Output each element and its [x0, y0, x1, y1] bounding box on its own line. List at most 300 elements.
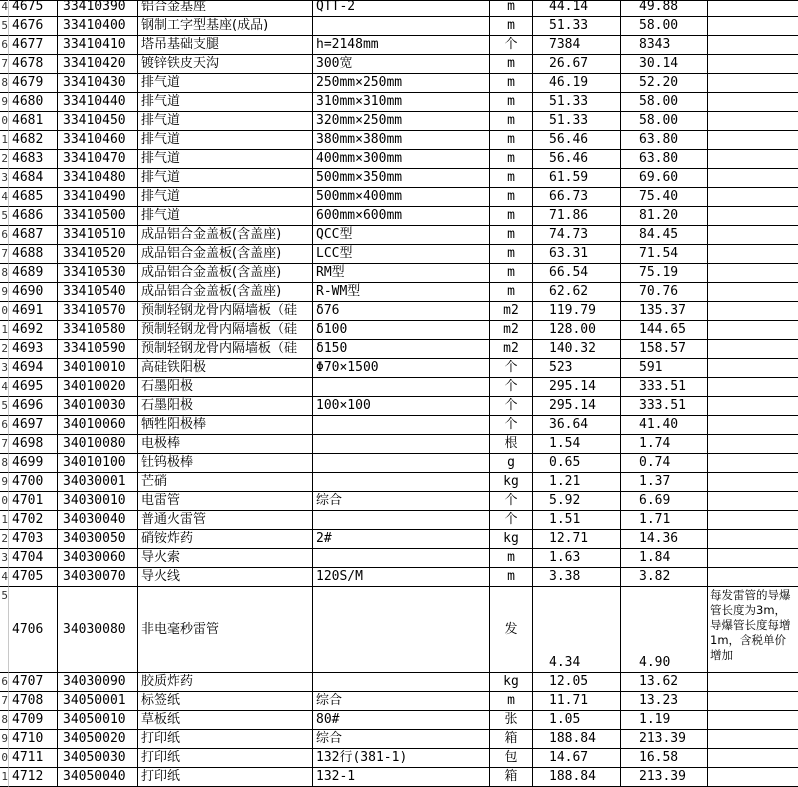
row-header-fragment[interactable]: 5	[0, 587, 9, 673]
cell-unit[interactable]: m	[490, 93, 533, 112]
row-header-fragment[interactable]: 2	[0, 340, 9, 359]
cell-specification[interactable]: 250mm×250mm	[313, 74, 490, 93]
cell-unit[interactable]: 包	[490, 749, 533, 768]
table-row[interactable]	[0, 321, 798, 340]
cell-remark[interactable]	[708, 416, 798, 435]
cell-price-including-tax[interactable]: 81.20	[621, 207, 708, 226]
cell-specification[interactable]	[313, 511, 490, 530]
cell-remark[interactable]	[708, 711, 798, 730]
cell-material-name[interactable]: 排气道	[138, 74, 313, 93]
cell-material-code[interactable]: 33410460	[58, 131, 138, 150]
cell-material-name[interactable]: 打印纸	[138, 749, 313, 768]
row-header-fragment[interactable]: 9	[0, 473, 9, 492]
cell-unit[interactable]: kg	[490, 473, 533, 492]
cell-price-including-tax[interactable]: 84.45	[621, 226, 708, 245]
row-header-fragment[interactable]: 0	[0, 492, 9, 511]
cell-remark[interactable]	[708, 245, 798, 264]
cell-sequence-number[interactable]: 4687	[9, 226, 58, 245]
cell-sequence-number[interactable]: 4682	[9, 131, 58, 150]
cell-remark[interactable]	[708, 36, 798, 55]
cell-material-name[interactable]: 导火索	[138, 549, 313, 568]
cell-specification[interactable]	[313, 454, 490, 473]
cell-sequence-number[interactable]: 4704	[9, 549, 58, 568]
cell-remark[interactable]	[708, 264, 798, 283]
table-row[interactable]	[0, 0, 798, 17]
cell-price-excluding-tax[interactable]: 26.67	[533, 55, 621, 74]
cell-material-code[interactable]: 34050001	[58, 692, 138, 711]
cell-material-code[interactable]: 33410390	[58, 0, 138, 17]
cell-specification[interactable]	[313, 378, 490, 397]
table-row[interactable]	[0, 587, 798, 673]
cell-unit[interactable]: kg	[490, 673, 533, 692]
table-row[interactable]	[0, 359, 798, 378]
cell-price-excluding-tax[interactable]: 1.63	[533, 549, 621, 568]
cell-remark[interactable]	[708, 112, 798, 131]
cell-remark[interactable]	[708, 378, 798, 397]
cell-material-code[interactable]: 33410590	[58, 340, 138, 359]
cell-unit[interactable]: m2	[490, 302, 533, 321]
cell-material-code[interactable]: 34030060	[58, 549, 138, 568]
cell-specification[interactable]: Φ70×1500	[313, 359, 490, 378]
cell-price-excluding-tax[interactable]: 51.33	[533, 93, 621, 112]
cell-price-excluding-tax[interactable]: 188.84	[533, 730, 621, 749]
cell-price-excluding-tax[interactable]: 62.62	[533, 283, 621, 302]
cell-sequence-number[interactable]: 4690	[9, 283, 58, 302]
cell-unit[interactable]: g	[490, 454, 533, 473]
row-header-fragment[interactable]: 8	[0, 711, 9, 730]
row-header-fragment[interactable]: 3	[0, 169, 9, 188]
table-row[interactable]	[0, 169, 798, 188]
cell-price-excluding-tax[interactable]: 63.31	[533, 245, 621, 264]
row-header-fragment[interactable]: 8	[0, 74, 9, 93]
cell-price-including-tax[interactable]: 63.80	[621, 131, 708, 150]
cell-unit[interactable]: 箱	[490, 768, 533, 787]
cell-material-name[interactable]: 打印纸	[138, 730, 313, 749]
cell-price-excluding-tax[interactable]: 1.54	[533, 435, 621, 454]
cell-price-excluding-tax[interactable]: 71.86	[533, 207, 621, 226]
row-header-fragment[interactable]: 6	[0, 36, 9, 55]
cell-material-code[interactable]: 34050020	[58, 730, 138, 749]
cell-price-including-tax[interactable]: 1.19	[621, 711, 708, 730]
cell-price-excluding-tax[interactable]: 1.05	[533, 711, 621, 730]
cell-remark[interactable]	[708, 359, 798, 378]
cell-price-excluding-tax[interactable]: 1.21	[533, 473, 621, 492]
cell-material-code[interactable]: 34010030	[58, 397, 138, 416]
cell-specification[interactable]: 2#	[313, 530, 490, 549]
cell-price-including-tax[interactable]: 158.57	[621, 340, 708, 359]
cell-price-excluding-tax[interactable]: 51.33	[533, 112, 621, 131]
table-row[interactable]	[0, 711, 798, 730]
cell-specification[interactable]	[313, 17, 490, 36]
cell-material-code[interactable]: 34010010	[58, 359, 138, 378]
cell-material-code[interactable]: 33410400	[58, 17, 138, 36]
cell-material-name[interactable]: 预制轻钢龙骨内隔墙板（硅	[138, 321, 313, 340]
cell-remark[interactable]	[708, 492, 798, 511]
table-row[interactable]	[0, 749, 798, 768]
cell-unit[interactable]: m	[490, 692, 533, 711]
cell-material-name[interactable]: 排气道	[138, 93, 313, 112]
cell-specification[interactable]: 综合	[313, 492, 490, 511]
cell-sequence-number[interactable]: 4676	[9, 17, 58, 36]
cell-material-name[interactable]: 排气道	[138, 131, 313, 150]
cell-remark[interactable]	[708, 283, 798, 302]
cell-material-name[interactable]: 排气道	[138, 207, 313, 226]
cell-specification[interactable]: RM型	[313, 264, 490, 283]
row-header-fragment[interactable]: 1	[0, 768, 9, 787]
cell-material-code[interactable]: 33410430	[58, 74, 138, 93]
cell-unit[interactable]: 个	[490, 378, 533, 397]
cell-material-name[interactable]: 塔吊基础支腿	[138, 36, 313, 55]
cell-price-including-tax[interactable]: 1.37	[621, 473, 708, 492]
cell-sequence-number[interactable]: 4679	[9, 74, 58, 93]
table-row[interactable]	[0, 188, 798, 207]
cell-unit[interactable]: m	[490, 17, 533, 36]
row-header-fragment[interactable]: 0	[0, 112, 9, 131]
cell-sequence-number[interactable]: 4677	[9, 36, 58, 55]
cell-unit[interactable]: m	[490, 245, 533, 264]
cell-remark[interactable]: 每发雷管的导爆管长度为3m，导爆管长度每增1m，含税单价增加	[708, 587, 798, 673]
cell-unit[interactable]: m	[490, 226, 533, 245]
table-row[interactable]	[0, 511, 798, 530]
cell-unit[interactable]: 张	[490, 711, 533, 730]
cell-unit[interactable]: kg	[490, 530, 533, 549]
cell-sequence-number[interactable]: 4696	[9, 397, 58, 416]
row-header-fragment[interactable]: 9	[0, 730, 9, 749]
row-header-fragment[interactable]: 0	[0, 302, 9, 321]
cell-price-excluding-tax[interactable]: 3.38	[533, 568, 621, 587]
cell-remark[interactable]	[708, 74, 798, 93]
cell-unit[interactable]: 个	[490, 416, 533, 435]
cell-specification[interactable]: 380mm×380mm	[313, 131, 490, 150]
cell-price-excluding-tax[interactable]: 44.14	[533, 0, 621, 17]
cell-sequence-number[interactable]: 4683	[9, 150, 58, 169]
cell-sequence-number[interactable]: 4680	[9, 93, 58, 112]
cell-material-name[interactable]: 成品铝合金盖板(含盖座)	[138, 226, 313, 245]
cell-sequence-number[interactable]: 4707	[9, 673, 58, 692]
row-header-fragment[interactable]: 6	[0, 673, 9, 692]
cell-specification[interactable]	[313, 473, 490, 492]
row-header-fragment[interactable]: 8	[0, 454, 9, 473]
cell-specification[interactable]: h=2148mm	[313, 36, 490, 55]
cell-unit[interactable]: 箱	[490, 730, 533, 749]
cell-remark[interactable]	[708, 17, 798, 36]
row-header-fragment[interactable]: 8	[0, 264, 9, 283]
cell-sequence-number[interactable]: 4697	[9, 416, 58, 435]
cell-specification[interactable]: 100×100	[313, 397, 490, 416]
table-row[interactable]	[0, 17, 798, 36]
cell-material-name[interactable]: 硝铵炸药	[138, 530, 313, 549]
cell-material-name[interactable]: 牺牲阳极棒	[138, 416, 313, 435]
cell-material-name[interactable]: 草板纸	[138, 711, 313, 730]
cell-price-including-tax[interactable]: 1.71	[621, 511, 708, 530]
cell-remark[interactable]	[708, 302, 798, 321]
cell-price-excluding-tax[interactable]: 12.05	[533, 673, 621, 692]
cell-sequence-number[interactable]: 4698	[9, 435, 58, 454]
cell-specification[interactable]: 310mm×310mm	[313, 93, 490, 112]
cell-price-excluding-tax[interactable]: 36.64	[533, 416, 621, 435]
table-row[interactable]	[0, 283, 798, 302]
cell-remark[interactable]	[708, 131, 798, 150]
cell-unit[interactable]: m2	[490, 321, 533, 340]
cell-price-including-tax[interactable]: 213.39	[621, 768, 708, 787]
row-header-fragment[interactable]: 7	[0, 692, 9, 711]
cell-material-code[interactable]: 33410410	[58, 36, 138, 55]
table-row[interactable]	[0, 302, 798, 321]
cell-remark[interactable]	[708, 454, 798, 473]
cell-material-name[interactable]: 打印纸	[138, 768, 313, 787]
row-header-fragment[interactable]: 9	[0, 283, 9, 302]
cell-unit[interactable]: m	[490, 188, 533, 207]
cell-material-name[interactable]: 铝合金基座	[138, 0, 313, 17]
table-row[interactable]	[0, 150, 798, 169]
cell-price-excluding-tax[interactable]: 1.51	[533, 511, 621, 530]
cell-remark[interactable]	[708, 473, 798, 492]
row-header-fragment[interactable]: 4	[0, 0, 9, 17]
cell-sequence-number[interactable]: 4712	[9, 768, 58, 787]
cell-sequence-number[interactable]: 4703	[9, 530, 58, 549]
cell-material-name[interactable]: 钢制工字型基座(成品)	[138, 17, 313, 36]
cell-sequence-number[interactable]: 4709	[9, 711, 58, 730]
cell-sequence-number[interactable]: 4686	[9, 207, 58, 226]
cell-material-code[interactable]: 34030001	[58, 473, 138, 492]
cell-price-excluding-tax[interactable]: 0.65	[533, 454, 621, 473]
cell-price-including-tax[interactable]: 75.40	[621, 188, 708, 207]
cell-material-code[interactable]: 33410490	[58, 188, 138, 207]
cell-material-name[interactable]: 导火线	[138, 568, 313, 587]
cell-material-code[interactable]: 33410520	[58, 245, 138, 264]
cell-sequence-number[interactable]: 4699	[9, 454, 58, 473]
row-header-fragment[interactable]: 2	[0, 530, 9, 549]
cell-price-including-tax[interactable]: 13.62	[621, 673, 708, 692]
cell-unit[interactable]: m	[490, 264, 533, 283]
cell-material-name[interactable]: 成品铝合金盖板(含盖座)	[138, 245, 313, 264]
cell-material-code[interactable]: 33410580	[58, 321, 138, 340]
cell-unit[interactable]: m	[490, 112, 533, 131]
cell-price-including-tax[interactable]: 58.00	[621, 17, 708, 36]
cell-remark[interactable]	[708, 169, 798, 188]
cell-material-code[interactable]: 33410570	[58, 302, 138, 321]
table-row[interactable]	[0, 473, 798, 492]
cell-price-excluding-tax[interactable]: 188.84	[533, 768, 621, 787]
cell-remark[interactable]	[708, 226, 798, 245]
cell-sequence-number[interactable]: 4694	[9, 359, 58, 378]
cell-price-including-tax[interactable]: 70.76	[621, 283, 708, 302]
cell-sequence-number[interactable]: 4689	[9, 264, 58, 283]
cell-sequence-number[interactable]: 4708	[9, 692, 58, 711]
cell-specification[interactable]	[313, 416, 490, 435]
cell-remark[interactable]	[708, 188, 798, 207]
row-header-fragment[interactable]: 7	[0, 245, 9, 264]
row-header-fragment[interactable]: 2	[0, 150, 9, 169]
cell-specification[interactable]: 综合	[313, 692, 490, 711]
cell-remark[interactable]	[708, 530, 798, 549]
row-header-fragment[interactable]: 9	[0, 93, 9, 112]
cell-material-name[interactable]: 钍钨极棒	[138, 454, 313, 473]
table-row[interactable]	[0, 768, 798, 787]
table-row[interactable]	[0, 378, 798, 397]
cell-material-code[interactable]: 33410530	[58, 264, 138, 283]
cell-price-including-tax[interactable]: 13.23	[621, 692, 708, 711]
row-header-fragment[interactable]: 7	[0, 55, 9, 74]
cell-price-including-tax[interactable]: 8343	[621, 36, 708, 55]
cell-material-name[interactable]: 成品铝合金盖板(含盖座)	[138, 264, 313, 283]
cell-price-including-tax[interactable]: 1.74	[621, 435, 708, 454]
cell-material-code[interactable]: 33410440	[58, 93, 138, 112]
cell-specification[interactable]: 400mm×300mm	[313, 150, 490, 169]
cell-price-including-tax[interactable]: 58.00	[621, 93, 708, 112]
table-row[interactable]	[0, 435, 798, 454]
cell-sequence-number[interactable]: 4710	[9, 730, 58, 749]
table-row[interactable]	[0, 36, 798, 55]
cell-remark[interactable]	[708, 207, 798, 226]
cell-price-including-tax[interactable]: 144.65	[621, 321, 708, 340]
cell-remark[interactable]	[708, 549, 798, 568]
cell-sequence-number[interactable]: 4695	[9, 378, 58, 397]
row-header-fragment[interactable]: 7	[0, 435, 9, 454]
cell-material-code[interactable]: 34030040	[58, 511, 138, 530]
cell-material-code[interactable]: 34050010	[58, 711, 138, 730]
table-row[interactable]	[0, 245, 798, 264]
cell-material-name[interactable]: 普通火雷管	[138, 511, 313, 530]
cell-specification[interactable]: LCC型	[313, 245, 490, 264]
cell-material-code[interactable]: 34030050	[58, 530, 138, 549]
cell-remark[interactable]	[708, 150, 798, 169]
cell-price-including-tax[interactable]: 52.20	[621, 74, 708, 93]
cell-unit[interactable]: 根	[490, 435, 533, 454]
table-row[interactable]	[0, 112, 798, 131]
row-header-fragment[interactable]: 3	[0, 549, 9, 568]
cell-material-name[interactable]: 胶质炸药	[138, 673, 313, 692]
cell-sequence-number[interactable]: 4706	[9, 587, 58, 673]
cell-price-including-tax[interactable]: 30.14	[621, 55, 708, 74]
cell-material-code[interactable]: 33410510	[58, 226, 138, 245]
cell-unit[interactable]: m	[490, 74, 533, 93]
cell-price-including-tax[interactable]: 14.36	[621, 530, 708, 549]
cell-material-code[interactable]: 34030070	[58, 568, 138, 587]
cell-price-excluding-tax[interactable]: 140.32	[533, 340, 621, 359]
cell-sequence-number[interactable]: 4711	[9, 749, 58, 768]
cell-specification[interactable]: 80#	[313, 711, 490, 730]
cell-price-including-tax[interactable]: 4.90	[621, 587, 708, 673]
row-header-fragment[interactable]: 3	[0, 359, 9, 378]
table-row[interactable]	[0, 568, 798, 587]
cell-material-code[interactable]: 33410470	[58, 150, 138, 169]
row-header-fragment[interactable]: 6	[0, 226, 9, 245]
table-row[interactable]	[0, 264, 798, 283]
cell-sequence-number[interactable]: 4678	[9, 55, 58, 74]
cell-price-excluding-tax[interactable]: 14.67	[533, 749, 621, 768]
row-header-fragment[interactable]: 4	[0, 568, 9, 587]
cell-price-including-tax[interactable]: 213.39	[621, 730, 708, 749]
row-header-fragment[interactable]: 1	[0, 131, 9, 150]
cell-material-name[interactable]: 成品铝合金盖板(含盖座)	[138, 283, 313, 302]
cell-remark[interactable]	[708, 397, 798, 416]
cell-sequence-number[interactable]: 4684	[9, 169, 58, 188]
cell-price-excluding-tax[interactable]: 11.71	[533, 692, 621, 711]
cell-material-name[interactable]: 芒硝	[138, 473, 313, 492]
cell-specification[interactable]: 300宽	[313, 55, 490, 74]
cell-material-code[interactable]: 34030010	[58, 492, 138, 511]
table-row[interactable]	[0, 730, 798, 749]
cell-material-name[interactable]: 高硅铁阳极	[138, 359, 313, 378]
cell-material-code[interactable]: 33410420	[58, 55, 138, 74]
cell-remark[interactable]	[708, 749, 798, 768]
cell-material-code[interactable]: 34010020	[58, 378, 138, 397]
cell-price-excluding-tax[interactable]: 523	[533, 359, 621, 378]
cell-price-excluding-tax[interactable]: 7384	[533, 36, 621, 55]
cell-remark[interactable]	[708, 673, 798, 692]
cell-unit[interactable]: 个	[490, 397, 533, 416]
cell-material-code[interactable]: 33410540	[58, 283, 138, 302]
cell-material-code[interactable]: 33410450	[58, 112, 138, 131]
cell-specification[interactable]: δ150	[313, 340, 490, 359]
cell-price-including-tax[interactable]: 135.37	[621, 302, 708, 321]
cell-material-code[interactable]: 34010080	[58, 435, 138, 454]
cell-unit[interactable]: 个	[490, 36, 533, 55]
cell-price-including-tax[interactable]: 16.58	[621, 749, 708, 768]
cell-specification[interactable]: 120S/M	[313, 568, 490, 587]
cell-sequence-number[interactable]: 4688	[9, 245, 58, 264]
cell-remark[interactable]	[708, 692, 798, 711]
cell-unit[interactable]: m	[490, 283, 533, 302]
row-header-fragment[interactable]: 0	[0, 749, 9, 768]
row-header-fragment[interactable]: 1	[0, 511, 9, 530]
cell-sequence-number[interactable]: 4691	[9, 302, 58, 321]
cell-unit[interactable]: m	[490, 169, 533, 188]
cell-remark[interactable]	[708, 340, 798, 359]
table-row[interactable]	[0, 549, 798, 568]
row-header-fragment[interactable]: 5	[0, 207, 9, 226]
row-header-fragment[interactable]: 5	[0, 17, 9, 36]
cell-price-including-tax[interactable]: 591	[621, 359, 708, 378]
cell-material-code[interactable]: 34010060	[58, 416, 138, 435]
cell-material-name[interactable]: 排气道	[138, 188, 313, 207]
cell-price-including-tax[interactable]: 69.60	[621, 169, 708, 188]
cell-price-including-tax[interactable]: 333.51	[621, 397, 708, 416]
cell-unit[interactable]: 个	[490, 511, 533, 530]
table-row[interactable]	[0, 93, 798, 112]
table-row[interactable]	[0, 226, 798, 245]
table-row[interactable]	[0, 673, 798, 692]
cell-specification[interactable]: 500mm×400mm	[313, 188, 490, 207]
cell-sequence-number[interactable]: 4675	[9, 0, 58, 17]
row-header-fragment[interactable]: 6	[0, 416, 9, 435]
table-row[interactable]	[0, 692, 798, 711]
cell-unit[interactable]: 个	[490, 492, 533, 511]
cell-specification[interactable]: QTT-2	[313, 0, 490, 17]
cell-remark[interactable]	[708, 0, 798, 17]
cell-price-including-tax[interactable]: 49.88	[621, 0, 708, 17]
cell-material-name[interactable]: 标签纸	[138, 692, 313, 711]
cell-material-code[interactable]: 33410480	[58, 169, 138, 188]
cell-price-excluding-tax[interactable]: 119.79	[533, 302, 621, 321]
cell-specification[interactable]	[313, 549, 490, 568]
row-header-fragment[interactable]: 4	[0, 378, 9, 397]
cell-price-excluding-tax[interactable]: 56.46	[533, 150, 621, 169]
cell-specification[interactable]: 320mm×250mm	[313, 112, 490, 131]
cell-price-including-tax[interactable]: 58.00	[621, 112, 708, 131]
row-header-fragment[interactable]: 5	[0, 397, 9, 416]
table-row[interactable]	[0, 55, 798, 74]
cell-remark[interactable]	[708, 730, 798, 749]
cell-specification[interactable]: R-WM型	[313, 283, 490, 302]
row-header-fragment[interactable]: 4	[0, 188, 9, 207]
cell-unit[interactable]: m	[490, 150, 533, 169]
cell-material-name[interactable]: 排气道	[138, 112, 313, 131]
cell-material-code[interactable]: 34030080	[58, 587, 138, 673]
cell-material-code[interactable]: 34050030	[58, 749, 138, 768]
cell-price-including-tax[interactable]: 41.40	[621, 416, 708, 435]
